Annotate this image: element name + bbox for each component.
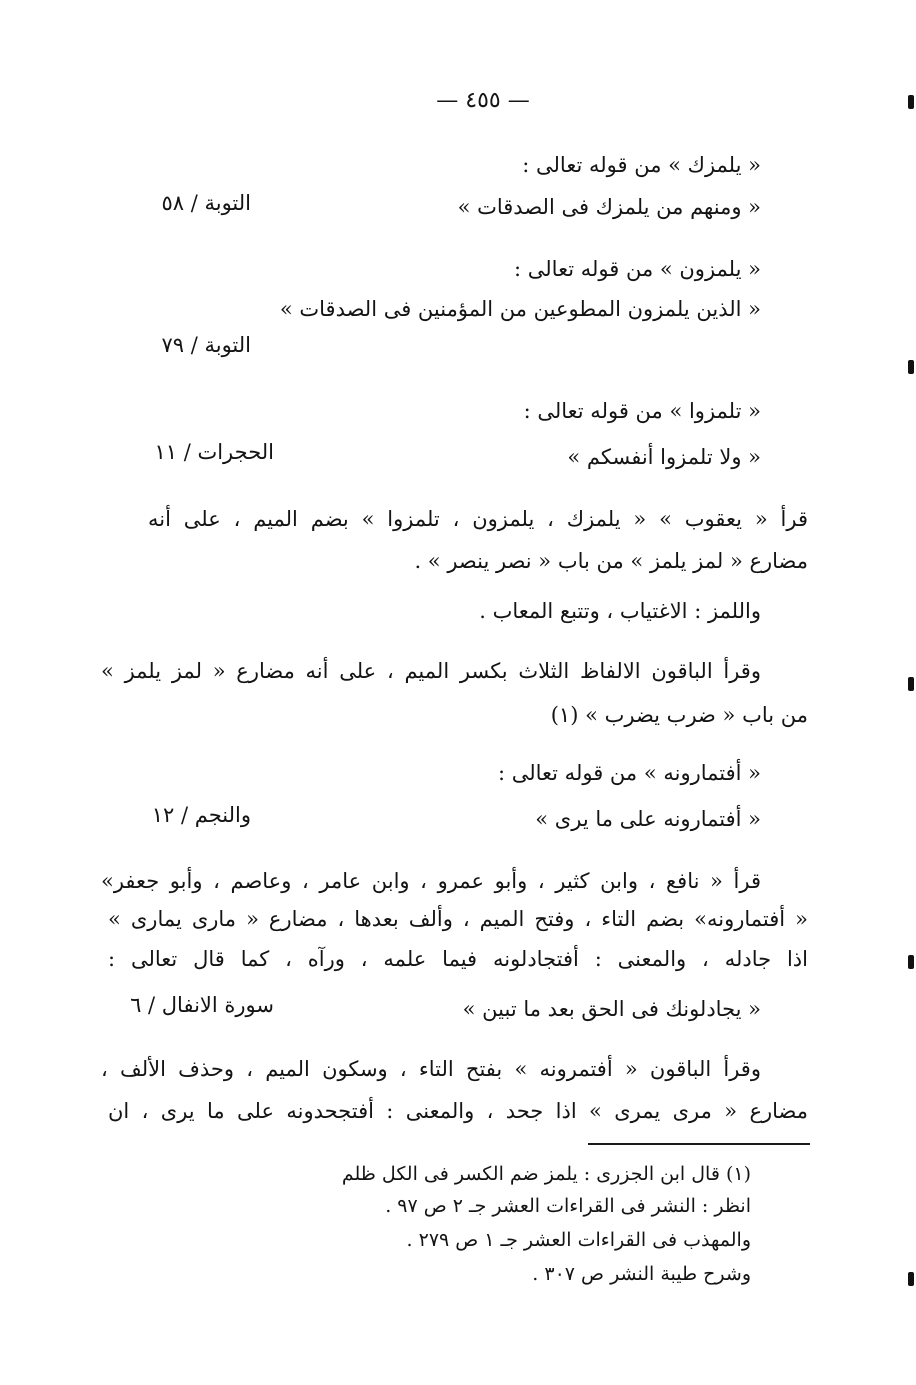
page-number: — ٤٥٥ —: [436, 88, 530, 113]
text-line: « ومنهم من يلمزك فى الصدقات »: [457, 195, 761, 219]
text-line: « يلمزون » من قوله تعالى :: [514, 257, 761, 281]
surah-reference: التوبة / ٥٨: [161, 191, 251, 215]
text-line: « أفتمارونه » من قوله تعالى :: [497, 761, 761, 785]
text-line: مضارع « لمز يلمز » من باب « نصر ينصر » .: [414, 549, 808, 573]
scan-edge-mark: [908, 955, 914, 969]
text-line: « تلمزوا » من قوله تعالى :: [523, 399, 761, 423]
text-line: من باب « ضرب يضرب » (١): [550, 703, 808, 727]
footnote-line: والمهذب فى القراءات العشر جـ ١ ص ٢٧٩ .: [406, 1229, 751, 1251]
text-line: مضارع « مرى يمرى » اذا جحد ، والمعنى : أفتجحدونه على ما يرى ، ان: [108, 1099, 808, 1123]
footnote-line: انظر : النشر فى القراءات العشر جـ ٢ ص ٩٧ .: [385, 1195, 751, 1217]
surah-reference: سورة الانفال / ٦: [130, 993, 274, 1017]
footnote-line: (١) قال ابن الجزرى : يلمز ضم الكسر فى الكل ظلم: [341, 1163, 751, 1185]
text-line: قرأ « نافع ، وابن كثير ، وأبو عمرو ، وابن عامر ، وعاصم ، وأبو جعفر»: [101, 869, 761, 893]
text-line: وقرأ الباقون الالفاظ الثلاث بكسر الميم ، على أنه مضارع « لمز يلمز »: [101, 659, 761, 683]
text-line: « يجادلونك فى الحق بعد ما تبين »: [462, 997, 761, 1021]
text-line: « يلمزك » من قوله تعالى :: [522, 153, 761, 177]
text-line: اذا جادله ، والمعنى : أفتجادلونه فيما علمه ، ورآه ، كما قال تعالى :: [108, 947, 808, 971]
text-line: وقرأ الباقون « أفتمرونه » بفتح التاء ، وسكون الميم ، وحذف الألف ،: [101, 1057, 761, 1081]
surah-reference: والنجم / ١٢: [151, 803, 251, 827]
surah-reference: الحجرات / ١١: [154, 440, 274, 464]
scan-edge-mark: [908, 95, 914, 109]
text-line: واللمز : الاغتياب ، وتتبع المعاب .: [479, 599, 761, 623]
text-line: « الذين يلمزون المطوعين من المؤمنين فى الصدقات »: [279, 297, 761, 321]
text-line: « أفتمارونه على ما يرى »: [535, 807, 761, 831]
text-line: « أفتمارونه» بضم التاء ، وفتح الميم ، وألف بعدها ، مضارع « مارى يمارى »: [108, 907, 808, 931]
surah-reference: التوبة / ٧٩: [161, 333, 251, 357]
text-line: « ولا تلمزوا أنفسكم »: [567, 445, 761, 469]
text-line: قرأ « يعقوب » « يلمزك ، يلمزون ، تلمزوا » بضم الميم ، على أنه: [148, 507, 808, 531]
scan-edge-mark: [908, 1272, 914, 1286]
footnote-rule: [588, 1143, 810, 1145]
scan-edge-mark: [908, 360, 914, 374]
scan-edge-mark: [908, 677, 914, 691]
footnote-line: وشرح طيبة النشر ص ٣٠٧ .: [532, 1263, 751, 1285]
